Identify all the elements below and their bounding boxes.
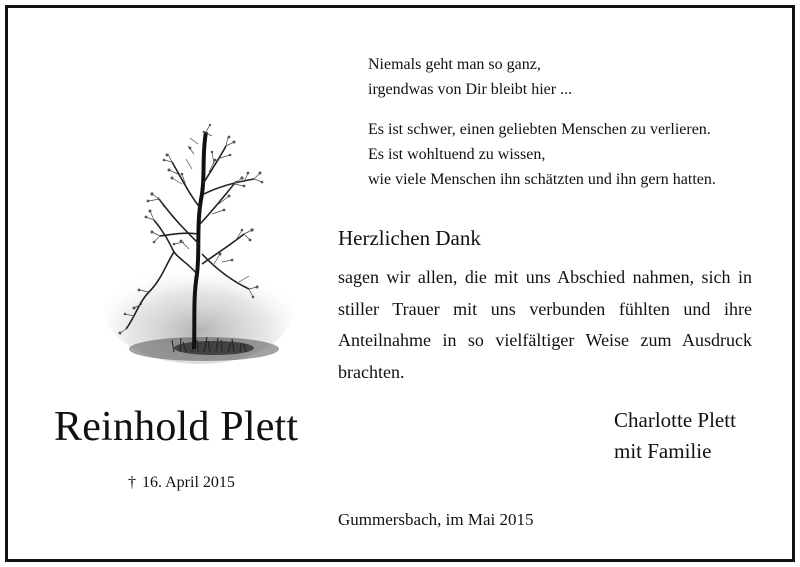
death-date-line [128, 474, 235, 492]
thanks-body: sagen wir allen, die mit uns Abschied nahmen, sich in stiller Trauer mit uns verbunden fühlten und ihre Anteilnahme in so vielfältiger Weise zum Ausdruck brachten. [338, 267, 752, 382]
death-date: 16. April 2015 [142, 474, 235, 491]
cross-icon: † [128, 474, 136, 491]
poem-line: Es ist schwer, einen geliebten Menschen zu verlieren. [368, 121, 711, 138]
obituary-card [5, 5, 795, 562]
poem-line: irgendwas von Dir bleibt hier ... [368, 81, 573, 98]
thanks-title: Herzlichen Dank [338, 226, 481, 250]
signature-name: Charlotte Plett [614, 408, 736, 432]
poem-line: Es ist wohltuend zu wissen, [368, 146, 546, 163]
poem-line: Niemals geht man so ganz, [368, 56, 541, 73]
deceased-name: Reinhold Plett [54, 404, 299, 450]
place-date: Gummersbach, im Mai 2015 [338, 510, 534, 529]
signature [614, 405, 736, 467]
poem-line: wie viele Menschen ihn schätzten und ihn gern hatten. [368, 171, 716, 188]
poem [368, 52, 716, 192]
signature-family: mit Familie [614, 439, 712, 463]
tree-illustration-icon [94, 124, 294, 374]
